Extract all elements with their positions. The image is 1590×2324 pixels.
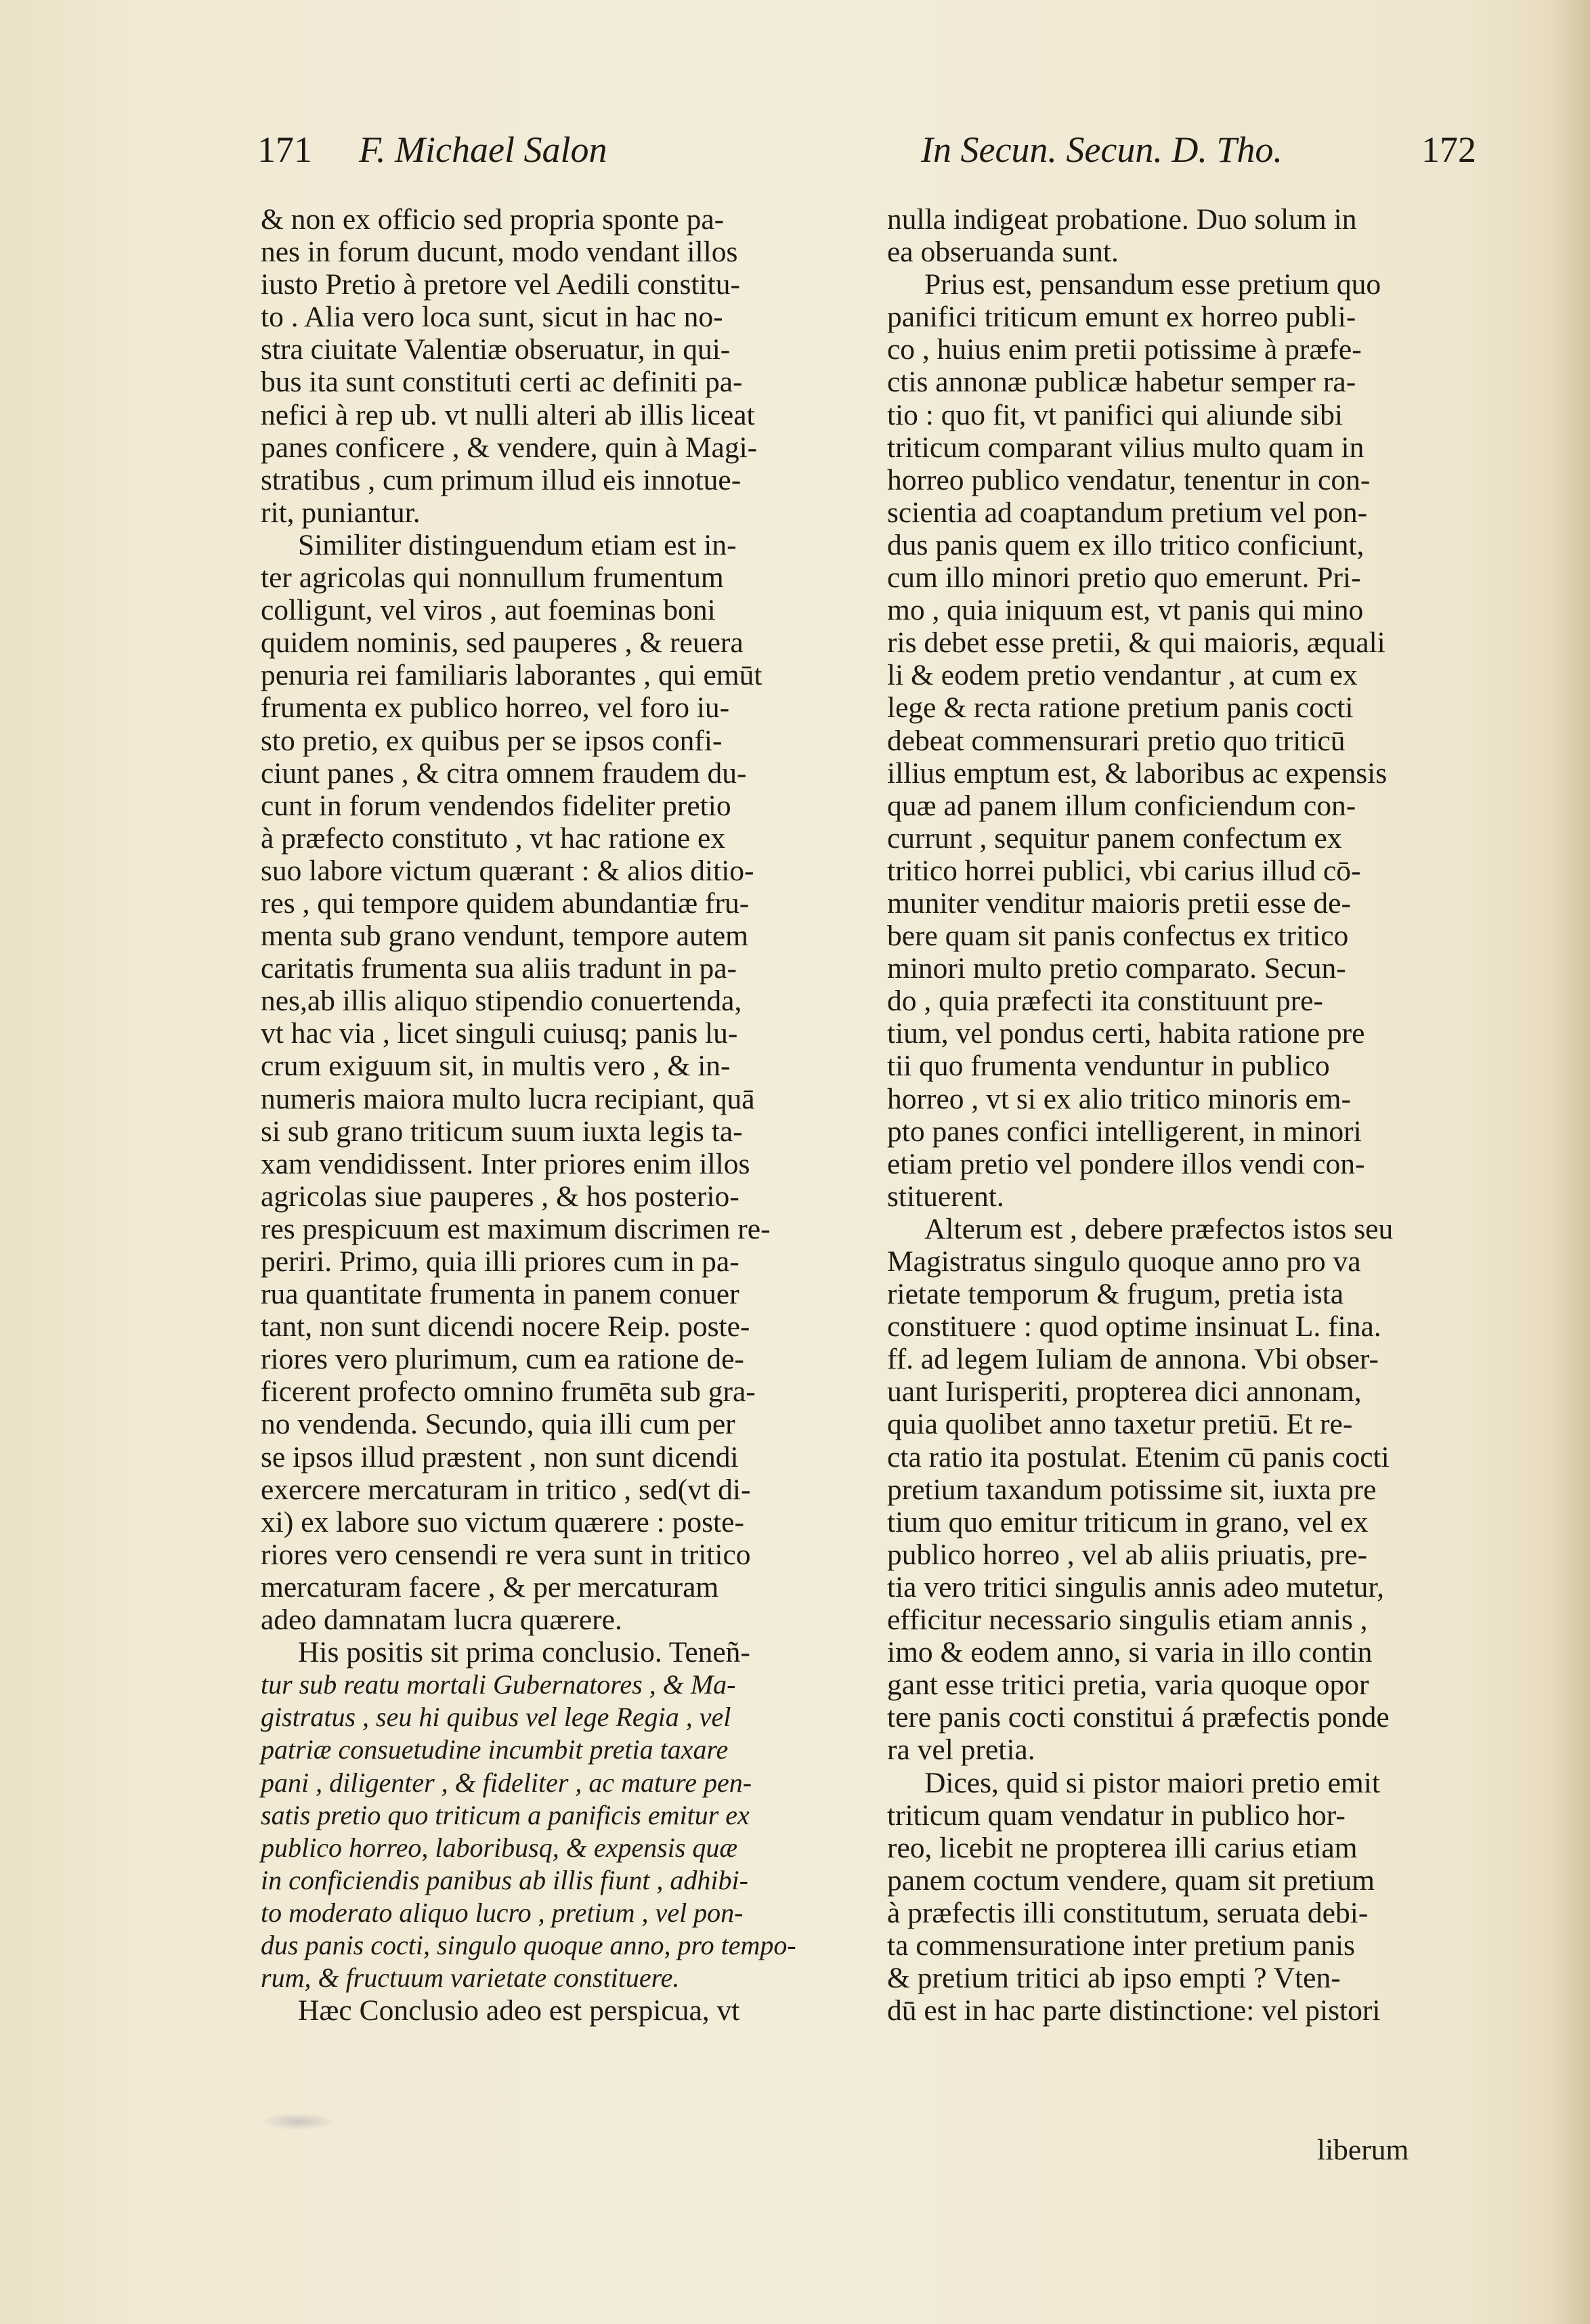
text-line: agricolas siue pauperes , & hos posterio- <box>261 1180 739 1213</box>
text-line: pretium taxandum potissime sit, iuxta pre <box>887 1473 1377 1506</box>
text-line: stituerent. <box>887 1180 1004 1213</box>
text-line: & non ex officio sed propria sponte pa- <box>261 203 725 236</box>
text-line: quæ ad panem illum conficiendum con- <box>887 789 1356 822</box>
text-line: dus panis cocti, singulo quoque anno, pro tempo- <box>261 1929 796 1960</box>
text-line: menta sub grano vendunt, tempore autem <box>261 920 748 953</box>
text-line: xi) ex labore suo victum quærere : poste- <box>261 1505 744 1538</box>
text-line: numeris maiora multo lucra recipiant, quā <box>261 1082 755 1115</box>
text-line: penuria rei familiaris laborantes , qui emūt <box>261 659 762 692</box>
text-line: ris debet esse pretii, & qui maioris, æquali <box>887 626 1385 660</box>
text-line: panifici triticum emunt ex horreo publi- <box>887 301 1356 334</box>
text-line: bus ita sunt constituti certi ac definiti pa- <box>261 366 743 399</box>
text-line: dū est in hac parte distinctione: vel pistori <box>887 1994 1381 2027</box>
text-line: tio : quo fit, vt panifici qui aliunde sibi <box>887 398 1343 431</box>
text-line: efficitur necessario singulis etiam annis , <box>887 1604 1368 1637</box>
text-line: Alterum est , debere præfectos istos seu <box>924 1212 1394 1245</box>
text-line: adeo damnatam lucra quærere. <box>261 1604 622 1637</box>
text-line: illius emptum est, & laboribus ac expensis <box>887 756 1388 790</box>
text-line: do , quia præfecti ita constituunt pre- <box>887 985 1323 1018</box>
text-line: triticum comparant vilius multo quam in <box>887 431 1365 464</box>
text-line: nulla indigeat probatione. Duo solum in <box>887 203 1357 236</box>
text-line: to moderato aliquo lucro , pretium , vel pon- <box>261 1897 744 1928</box>
text-line: nes,ab illis aliquo stipendio conuertenda, <box>261 985 742 1018</box>
text-line: xam vendidissent. Inter priores enim illos <box>261 1147 750 1180</box>
text-line: cunt in forum vendendos fideliter pretio <box>261 789 731 822</box>
text-line: rua quantitate frumenta in panem conuer <box>261 1278 739 1311</box>
text-line: triticum quam vendatur in publico hor- <box>887 1799 1346 1832</box>
text-line: currunt , sequitur panem confectum ex <box>887 821 1342 855</box>
text-line: cta ratio ita postulat. Etenim cū panis cocti <box>887 1440 1390 1473</box>
text-line: rum, & fructuum varietate constituere. <box>261 1962 680 1994</box>
running-header <box>257 129 1476 190</box>
text-line: publico horreo , vel ab aliis priuatis, pre- <box>887 1538 1368 1571</box>
left-text-column <box>261 203 823 2027</box>
text-line: satis pretio quo triticum a panificis emitur ex <box>261 1799 750 1830</box>
right-running-title: In Secun. Secun. D. Tho. <box>921 129 1283 170</box>
text-line: nefici à rep ub. vt nulli alteri ab illis liceat <box>261 398 755 431</box>
text-line: Magistratus singulo quoque anno pro va <box>887 1245 1361 1278</box>
text-line: lege & recta ratione pretium panis cocti <box>887 691 1354 725</box>
text-line: se ipsos illud præstent , non sunt dicendi <box>261 1440 739 1473</box>
text-line: tium, vel pondus certi, habita ratione pre <box>887 1017 1365 1050</box>
text-line: vt hac via , licet singuli cuiusq; panis lu- <box>261 1017 738 1050</box>
text-line: tia vero tritici singulis annis adeo mutetur, <box>887 1570 1384 1604</box>
text-line: periri. Primo, quia illi priores cum in pa- <box>261 1245 739 1278</box>
text-line: bere quam sit panis confectus ex tritico <box>887 920 1349 953</box>
text-line: Prius est, pensandum esse pretium quo <box>924 268 1381 301</box>
text-line: rit, puniantur. <box>261 496 421 529</box>
text-line: scientia ad coaptandum pretium vel pon- <box>887 496 1368 529</box>
ink-smudge <box>261 2113 335 2130</box>
text-line: in conficiendis panibus ab illis fiunt , adhibi- <box>261 1864 748 1895</box>
text-line: constituere : quod optime insinuat L. fina. <box>887 1310 1381 1343</box>
text-line: uant Iurisperiti, propterea dici annonam, <box>887 1375 1362 1408</box>
text-line: res prespicuum est maximum discrimen re- <box>261 1212 771 1245</box>
text-line: etiam pretio vel pondere illos vendi con- <box>887 1147 1365 1180</box>
text-line: tii quo frumenta venduntur in publico <box>887 1050 1330 1083</box>
text-line: frumenta ex publico horreo, vel foro iu- <box>261 691 730 725</box>
text-line: quia quolibet anno taxetur pretiū. Et re- <box>887 1408 1353 1441</box>
text-line: iusto Pretio à pretore vel Aedili constitu- <box>261 268 740 301</box>
text-line: nes in forum ducunt, modo vendant illos <box>261 236 738 269</box>
text-line: publico horreo, laboribusq, & expensis quæ <box>261 1832 738 1863</box>
text-line: quidem nominis, sed pauperes , & reuera <box>261 626 744 660</box>
text-line: co , huius enim pretii potissime à præfe- <box>887 333 1362 366</box>
text-line: suo labore victum quærant : & alios ditio- <box>261 854 754 887</box>
page-edge-shadow <box>1549 0 1590 2324</box>
text-line: li & eodem pretio vendantur , at cum ex <box>887 659 1358 692</box>
text-line: cum illo minori pretio quo emerunt. Pri- <box>887 561 1361 595</box>
text-line: imo & eodem anno, si varia in illo contin <box>887 1636 1373 1669</box>
left-running-title: F. Michael Salon <box>359 129 607 170</box>
text-line: ea obseruanda sunt. <box>887 236 1119 269</box>
text-line: gistratus , seu hi quibus vel lege Regia , vel <box>261 1702 731 1733</box>
text-line: tere panis cocti constitui á præfectis ponde <box>887 1701 1390 1734</box>
text-line: caritatis frumenta sua aliis tradunt in pa- <box>261 952 737 985</box>
text-line: crum exiguum sit, in multis vero , & in- <box>261 1050 731 1083</box>
text-line: horreo publico vendatur, tenentur in con- <box>887 463 1371 496</box>
text-line: si sub grano triticum suum iuxta legis ta- <box>261 1115 743 1148</box>
left-page-number: 171 <box>257 129 312 170</box>
text-line: Dices, quid si pistor maiori pretio emit <box>924 1766 1380 1799</box>
text-line: & pretium tritici ab ipso empti ? Vten- <box>887 1962 1341 1995</box>
text-line: colligunt, vel viros , aut foeminas boni <box>261 594 716 627</box>
text-line: tium quo emitur triticum in grano, vel ex <box>887 1505 1369 1538</box>
text-line: tant, non sunt dicendi nocere Reip. poste- <box>261 1310 750 1343</box>
text-line: horreo , vt si ex alio tritico minoris em- <box>887 1082 1351 1115</box>
text-line: Hæc Conclusio adeo est perspicua, vt <box>298 1994 740 2027</box>
text-line: minori multo pretio comparato. Secun- <box>887 952 1346 985</box>
text-line: stratibus , cum primum illud eis innotue- <box>261 463 742 496</box>
text-line: ctis annonæ publicæ habetur semper ra- <box>887 366 1356 399</box>
text-line: tritico horrei publici, vbi carius illud cō- <box>887 854 1361 887</box>
text-line: stra ciuitate Valentiæ obseruatur, in qui- <box>261 333 731 366</box>
text-line: sto pretio, ex quibus per se ipsos confi- <box>261 724 723 757</box>
text-line: ter agricolas qui nonnullum frumentum <box>261 561 724 595</box>
right-page-number: 172 <box>1421 129 1476 170</box>
text-line: reo, licebit ne propterea illi carius etiam <box>887 1831 1358 1864</box>
text-line: ciunt panes , & citra omnem fraudem du- <box>261 756 747 790</box>
text-line: pto panes confici intelligerent, in minori <box>887 1115 1362 1148</box>
text-line: à præfectis illi constitutum, seruata debi- <box>887 1896 1369 1929</box>
text-line: gant esse tritici pretia, varia quoque opor <box>887 1669 1369 1702</box>
text-line: rietate temporum & frugum, pretia ista <box>887 1278 1344 1311</box>
text-line: tur sub reatu mortali Gubernatores , & Ma- <box>261 1669 736 1700</box>
text-line: dus panis quem ex illo tritico conficiunt, <box>887 528 1365 561</box>
text-line: à præfecto constituto , vt hac ratione ex <box>261 821 726 855</box>
text-line: ficerent profecto omnino frumēta sub gra- <box>261 1375 756 1408</box>
text-line: ta commensuratione inter pretium panis <box>887 1929 1355 1962</box>
text-line: ra vel pretia. <box>887 1734 1035 1767</box>
catchword: liberum <box>1317 2134 1409 2166</box>
right-text-column <box>887 203 1449 2027</box>
text-line: to . Alia vero loca sunt, sicut in hac no- <box>261 301 723 334</box>
text-line: mo , quia iniquum est, vt panis qui mino <box>887 594 1364 627</box>
text-line: panes conficere , & vendere, quin à Magi- <box>261 431 758 464</box>
text-line: riores vero plurimum, cum ea ratione de- <box>261 1343 744 1376</box>
text-line: exercere mercaturam in tritico , sed(vt di- <box>261 1473 751 1506</box>
text-line: riores vero censendi re vera sunt in tritico <box>261 1538 751 1571</box>
text-line: Similiter distinguendum etiam est in- <box>298 528 737 561</box>
text-line: ff. ad legem Iuliam de annona. Vbi obser- <box>887 1343 1379 1376</box>
text-line: pani , diligenter , & fideliter , ac mature pen- <box>261 1767 752 1798</box>
text-line: patriæ consuetudine incumbit pretia taxare <box>261 1734 729 1765</box>
text-line: debeat commensurari pretio quo triticū <box>887 724 1346 757</box>
text-line: no vendenda. Secundo, quia illi cum per <box>261 1408 735 1441</box>
text-line: res , qui tempore quidem abundantiæ fru- <box>261 886 750 920</box>
text-line: muniter venditur maioris pretii esse de- <box>887 886 1351 920</box>
text-line: panem coctum vendere, quam sit pretium <box>887 1864 1375 1897</box>
text-line: mercaturam facere , & per mercaturam <box>261 1570 719 1604</box>
text-line: His positis sit prima conclusio. Teneñ- <box>298 1636 750 1669</box>
